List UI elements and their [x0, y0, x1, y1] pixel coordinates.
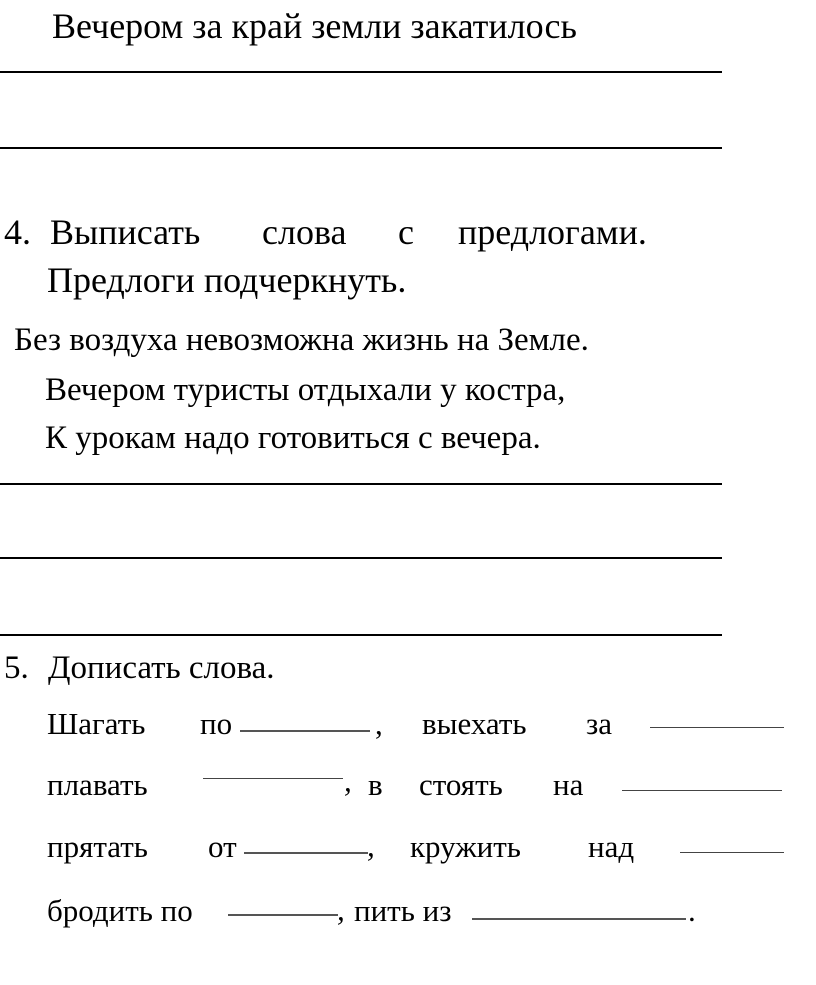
fill-blank[interactable]: [472, 918, 686, 920]
exercise-preposition: за: [586, 706, 613, 741]
exercise-preposition: в: [368, 767, 383, 802]
task4-word: предлогами.: [458, 212, 647, 252]
exercise-word: Шагать: [47, 706, 146, 741]
task4-sentence: Вечером туристы отдыхали у костра,: [45, 372, 566, 408]
exercise-word: стоять: [419, 767, 503, 802]
comma: ,: [337, 892, 345, 927]
answer-line: [0, 634, 722, 636]
answer-line: [0, 71, 722, 73]
exercise-word: прятать: [47, 829, 148, 864]
task4-sentence: К урокам надо готовиться с вечера.: [45, 420, 541, 456]
task4-instruction-line2: Предлоги подчеркнуть.: [47, 260, 407, 300]
task5-number: 5.: [4, 650, 29, 686]
answer-line: [0, 557, 722, 559]
task4-sentence: Без воздуха невозможна жизнь на Земле.: [14, 322, 589, 358]
exercise-preposition: от: [208, 829, 237, 864]
exercise-preposition: на: [553, 767, 584, 802]
exercise-word: бродить по: [47, 893, 193, 928]
fill-blank[interactable]: [240, 730, 370, 732]
answer-line: [0, 483, 722, 485]
fill-blank[interactable]: [244, 852, 368, 854]
period: .: [688, 893, 696, 928]
task4-word: Выписать: [50, 212, 201, 252]
comma: ,: [344, 763, 352, 798]
fill-blank[interactable]: [680, 852, 784, 853]
exercise-preposition: над: [588, 829, 635, 864]
task5-title: Дописать слова.: [48, 650, 275, 686]
task4-word: слова: [262, 212, 347, 252]
exercise-word: выехать: [422, 706, 527, 741]
task4-word: с: [398, 212, 414, 252]
comma: ,: [367, 828, 375, 863]
top-sentence: Вечером за край земли закатилось: [52, 6, 577, 46]
answer-line: [0, 147, 722, 149]
exercise-preposition: по: [200, 706, 233, 741]
task4-number: 4.: [4, 212, 31, 252]
exercise-word: плавать: [47, 767, 148, 802]
fill-blank[interactable]: [228, 914, 338, 916]
fill-blank[interactable]: [622, 790, 782, 791]
fill-blank[interactable]: [203, 778, 343, 779]
fill-blank[interactable]: [650, 727, 784, 728]
comma: ,: [375, 706, 383, 741]
exercise-word: кружить: [410, 829, 521, 864]
exercise-word: пить из: [354, 893, 452, 928]
